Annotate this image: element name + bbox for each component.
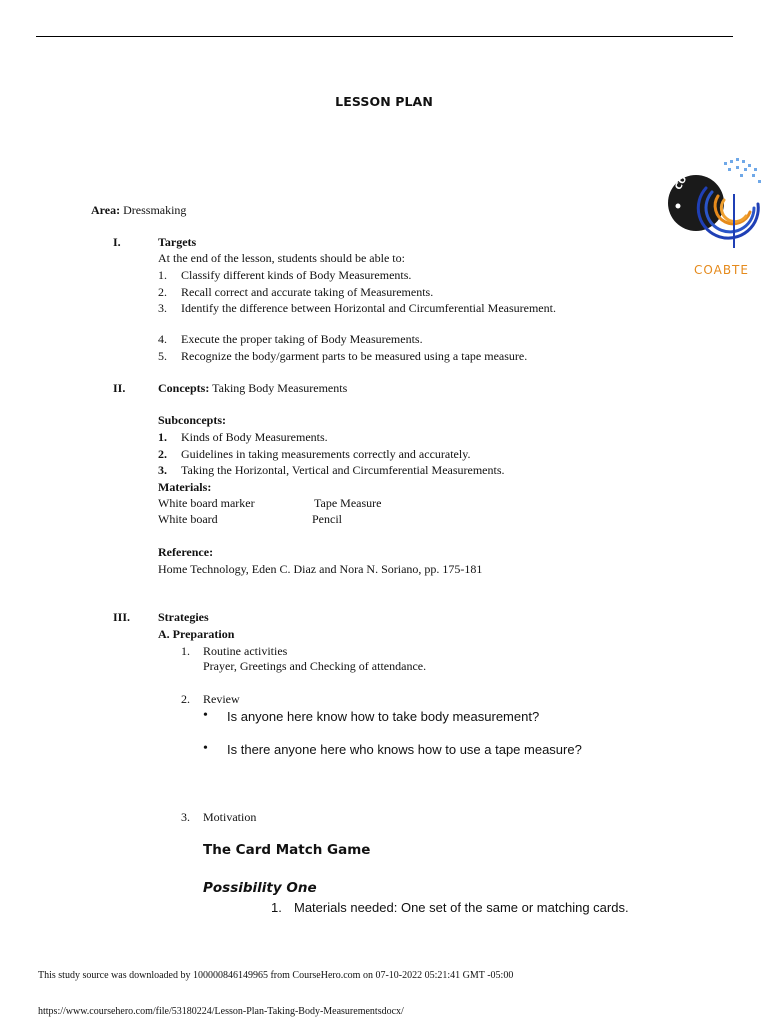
- section2-num: II.: [113, 381, 126, 395]
- subconcepts-heading: Subconcepts:: [158, 413, 227, 427]
- material-item: Pencil: [312, 512, 342, 526]
- step-detail: Prayer, Greetings and Checking of attendance.: [203, 659, 427, 673]
- target-text: Recognize the body/garment parts to be measured using a tape measure.: [181, 349, 528, 363]
- preparation-heading: A. Preparation: [158, 627, 235, 641]
- target-text: Execute the proper taking of Body Measurements.: [181, 332, 423, 346]
- footer-url[interactable]: https://www.coursehero.com/file/53180224/Lesson-Plan-Taking-Body-Measurementsdocx/: [38, 1006, 404, 1017]
- possibility-heading: Possibility One: [203, 880, 317, 896]
- section1-heading: Targets: [158, 235, 197, 249]
- material-item: White board marker: [158, 496, 255, 510]
- target-num: 4.: [158, 332, 167, 346]
- step-label: Routine activities: [203, 644, 288, 658]
- target-text: Identify the difference between Horizontal and Circumferential Measurement.: [181, 301, 556, 315]
- area-line: [91, 202, 186, 218]
- section3-heading: Strategies: [158, 610, 209, 624]
- concepts-value: Taking Body Measurements: [212, 381, 348, 395]
- material-item: White board: [158, 512, 218, 526]
- area-label: Area:: [91, 203, 121, 217]
- section3-num: III.: [113, 610, 131, 624]
- top-rule: [36, 36, 733, 37]
- target-num: 3.: [158, 301, 167, 315]
- material-item: Tape Measure: [314, 496, 382, 510]
- subconcept-num: 2.: [158, 447, 167, 461]
- page-title: LESSON PLAN: [335, 94, 433, 109]
- target-text: Recall correct and accurate taking of Measurements.: [181, 285, 434, 299]
- footer-download-note: This study source was downloaded by 100000846149965 from CourseHero.com on 07-10-2022 05:21:41 GMT -05:00: [38, 970, 514, 981]
- review-question: Is there anyone here who knows how to use a tape measure?: [227, 742, 582, 757]
- section1-num: I.: [113, 235, 121, 249]
- reference-heading: Reference:: [158, 545, 214, 559]
- subconcept-num: 1.: [158, 430, 167, 444]
- target-num: 2.: [158, 285, 167, 299]
- target-num: 1.: [158, 268, 167, 282]
- reference-text: Home Technology, Eden C. Diaz and Nora N. Soriano, pp. 175-181: [158, 562, 483, 576]
- materials-heading: Materials:: [158, 480, 212, 494]
- review-question: Is anyone here know how to take body measurement?: [227, 709, 540, 724]
- bullet-icon: •: [203, 741, 208, 756]
- logo-text: COABTE: [694, 263, 749, 277]
- step-num: 1.: [181, 644, 190, 658]
- step-label: Motivation: [203, 810, 257, 824]
- possibility-num: 1.: [271, 900, 282, 915]
- step-num: 2.: [181, 692, 190, 706]
- area-value: Dressmaking: [123, 203, 187, 217]
- subconcept-text: Guidelines in taking measurements correctly and accurately.: [181, 447, 471, 461]
- subconcept-num: 3.: [158, 463, 167, 477]
- coabte-logo: [668, 156, 768, 280]
- target-num: 5.: [158, 349, 167, 363]
- concepts-label: Concepts:: [158, 381, 210, 395]
- step-num: 3.: [181, 810, 190, 824]
- logo-seal-text: CO: [673, 174, 690, 192]
- game-title: The Card Match Game: [203, 842, 371, 858]
- possibility-item: Materials needed: One set of the same or matching cards.: [294, 900, 629, 915]
- concepts-line: [158, 380, 347, 396]
- subconcept-text: Taking the Horizontal, Vertical and Circumferential Measurements.: [181, 463, 505, 477]
- subconcept-text: Kinds of Body Measurements.: [181, 430, 328, 444]
- step-label: Review: [203, 692, 240, 706]
- section1-intro: At the end of the lesson, students should be able to:: [158, 251, 405, 265]
- bullet-icon: •: [203, 708, 208, 723]
- target-text: Classify different kinds of Body Measurements.: [181, 268, 412, 282]
